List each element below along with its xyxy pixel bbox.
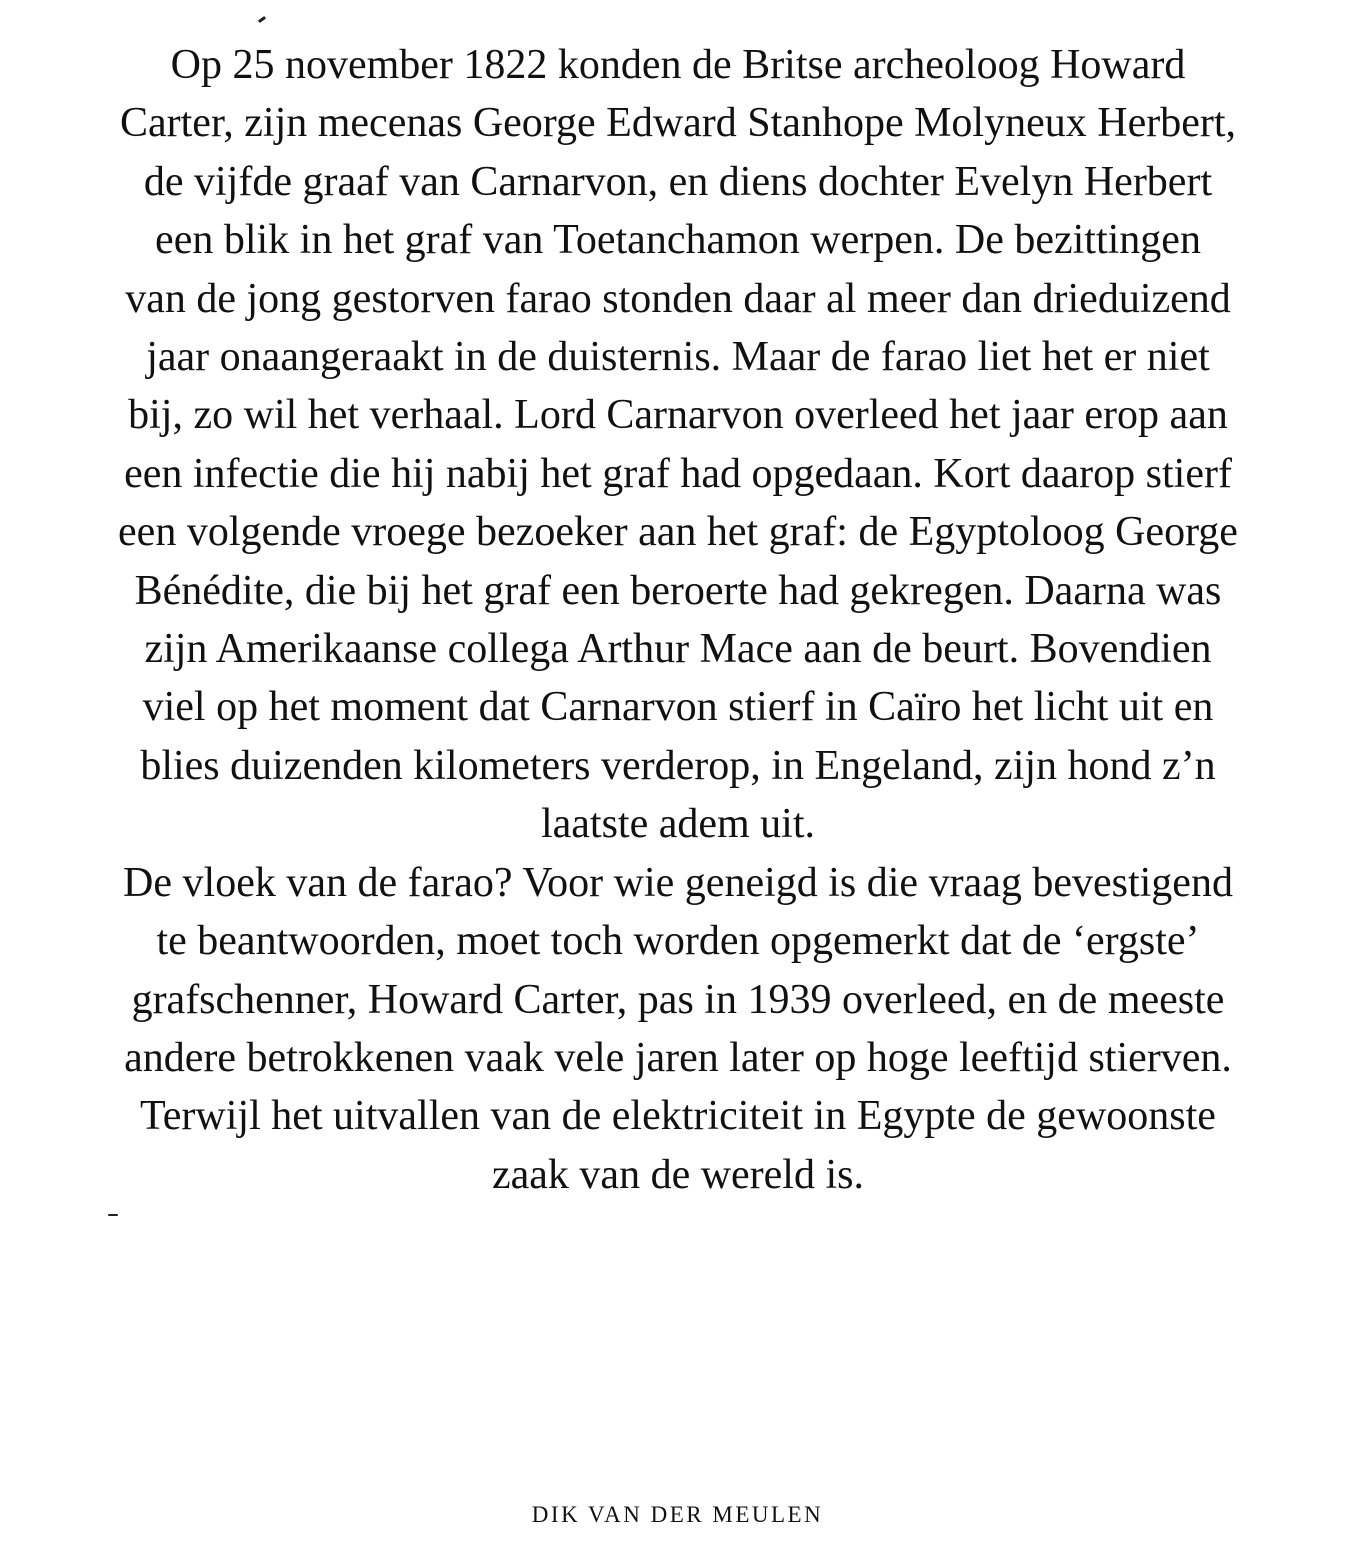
text-line: een infectie die hij nabij het graf had opgedaan. Kort daarop stierf xyxy=(124,450,1232,497)
text-line: Op 25 november 1822 konden de Britse archeoloog Howard xyxy=(170,42,1186,88)
text-line: andere betrokkenen vaak vele jaren later op hoge leeftijd stierven. xyxy=(124,1034,1232,1081)
text-line: de vijfde graaf van Carnarvon, en diens dochter Evelyn Herbert xyxy=(143,158,1213,205)
text-line: bij, zo wil het verhaal. Lord Carnarvon overleed het jaar erop aan xyxy=(128,392,1228,439)
text-line: grafschenner, Howard Carter, pas in 1939 overleed, en de meeste xyxy=(131,976,1225,1023)
text-line: blies duizenden kilometers verderop, in Engeland, zijn hond z’n xyxy=(140,742,1216,789)
text-line: laatste adem uit. xyxy=(540,801,816,848)
text-line: een volgende vroege bezoeker aan het graf: de Egyptoloog George xyxy=(118,509,1238,556)
text-line: Terwijl het uitvallen van de elektriciteit in Egypte de gewoonste xyxy=(140,1093,1216,1140)
article-body xyxy=(18,36,1338,1204)
text-line: viel op het moment dat Carnarvon stierf in Caïro het licht uit en xyxy=(142,684,1214,731)
scan-speck xyxy=(258,16,266,23)
text-line: De vloek van de farao? Voor wie geneigd is die vraag bevestigend xyxy=(123,859,1233,906)
text-line: zaak van de wereld is. xyxy=(492,1151,864,1198)
text-line: zijn Amerikaanse collega Arthur Mace aan de beurt. Bovendien xyxy=(144,626,1212,673)
text-line: van de jong gestorven farao stonden daar al meer dan drieduizend xyxy=(125,275,1231,322)
paragraph-2 xyxy=(18,854,1338,1204)
author-byline: DIK VAN DER MEULEN xyxy=(531,1502,824,1527)
text-line: te beantwoorden, moet toch worden opgemerkt dat de ‘ergste’ xyxy=(156,918,1200,965)
text-line: jaar onaangeraakt in de duisternis. Maar de farao liet het er niet xyxy=(146,334,1210,381)
scan-speck xyxy=(108,1214,118,1216)
paragraph-1 xyxy=(18,36,1338,854)
text-line: Carter, zijn mecenas George Edward Stanhope Molyneux Herbert, xyxy=(120,100,1236,147)
text-line: een blik in het graf van Toetanchamon werpen. De bezittingen xyxy=(155,217,1201,264)
text-line: Bénédite, die bij het graf een beroerte had gekregen. Daarna was xyxy=(134,567,1222,614)
